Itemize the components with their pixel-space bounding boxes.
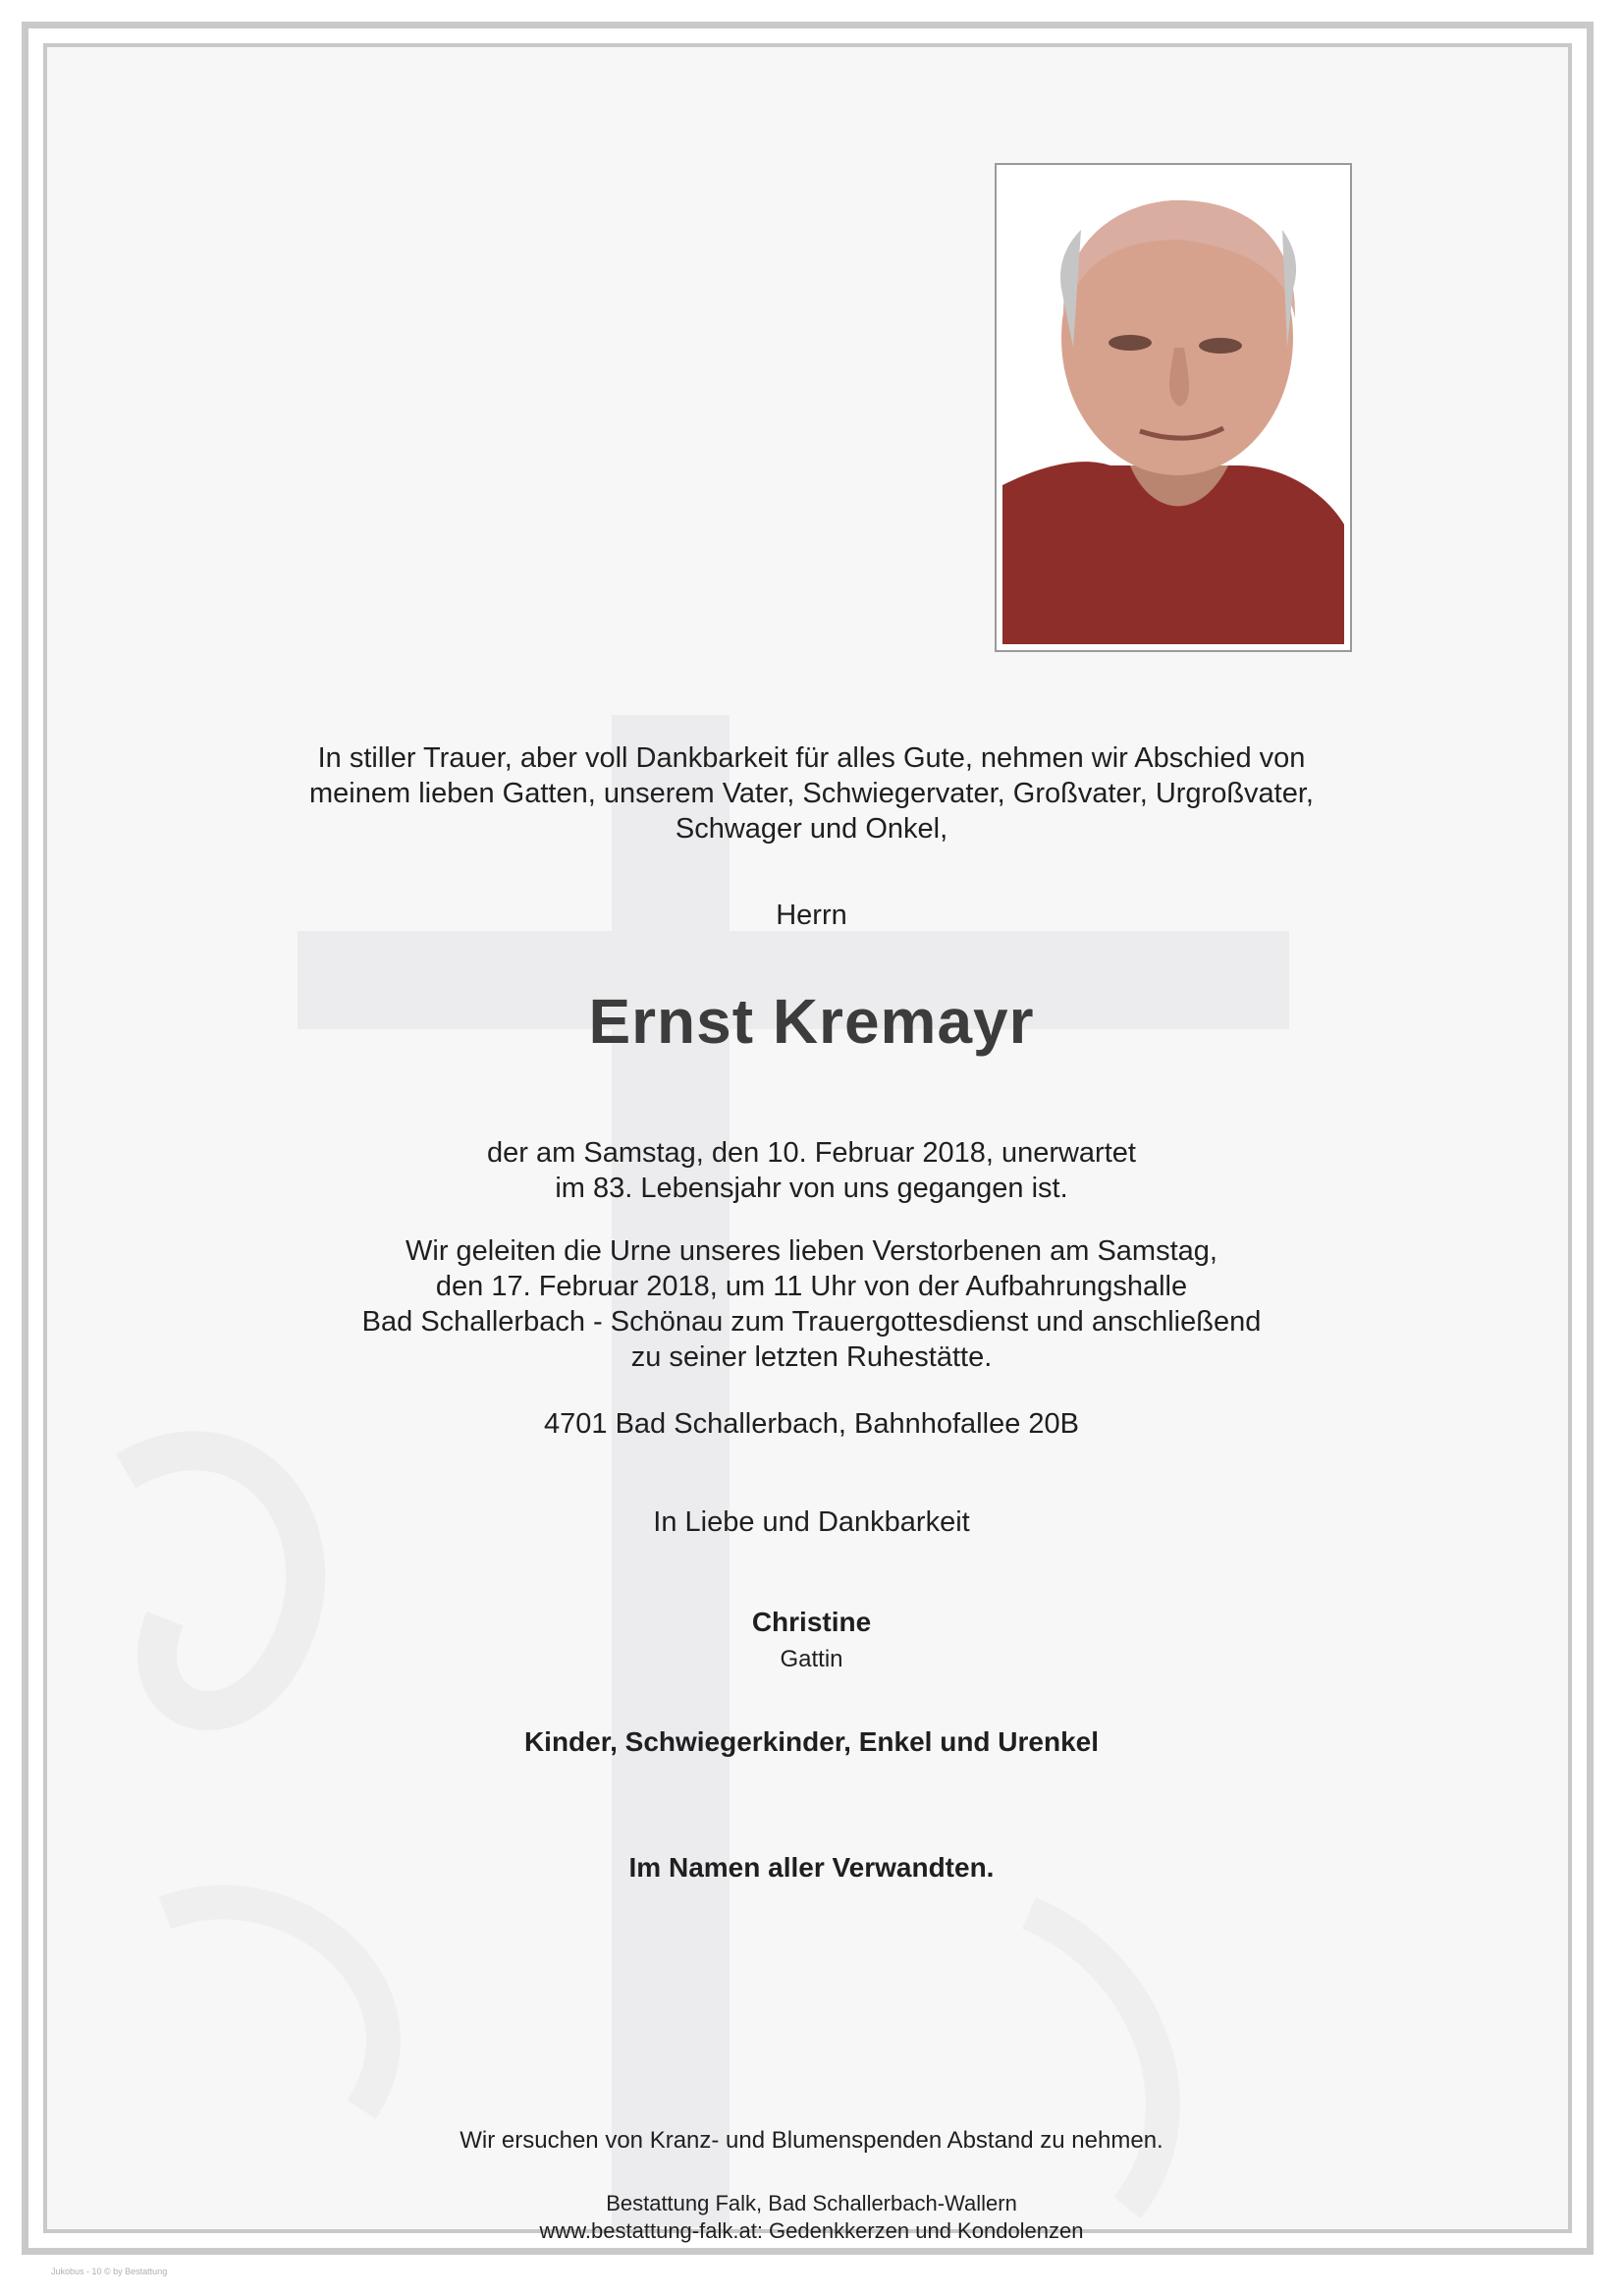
death-line: im 83. Lebensjahr von uns gegangen ist. xyxy=(555,1173,1068,1204)
undertaker-website: www.bestattung-falk.at: Gedenkkerzen und Kondolenzen xyxy=(539,2218,1084,2243)
funeral-line: zu seiner letzten Ruhestätte. xyxy=(630,1341,993,1373)
mourning-address: 4701 Bad Schallerbach, Bahnhofallee 20B xyxy=(544,1408,1079,1440)
deceased-name: Ernst Kremayr xyxy=(588,986,1035,1057)
death-line: der am Samstag, den 10. Februar 2018, unerwartet xyxy=(487,1137,1136,1169)
intro-line: Schwager und Onkel, xyxy=(675,813,948,845)
funeral-details xyxy=(196,1233,1427,1375)
intro-line: In stiller Trauer, aber voll Dankbarkeit für alles Gute, nehmen wir Abschied von xyxy=(317,742,1306,774)
funeral-line: den 17. Februar 2018, um 11 Uhr von der Aufbahrungshalle xyxy=(435,1271,1188,1302)
closing-phrase: In Liebe und Dankbarkeit xyxy=(653,1506,970,1538)
death-notice xyxy=(196,1135,1427,1206)
intro-line: meinem lieben Gatten, unserem Vater, Schwiegervater, Großvater, Urgroßvater, xyxy=(309,778,1314,809)
intro-text xyxy=(196,740,1427,847)
undertaker-info xyxy=(196,2190,1427,2245)
relatives-note: Im Namen aller Verwandten. xyxy=(628,1852,995,1883)
portrait-photo xyxy=(995,163,1352,652)
salutation: Herrn xyxy=(776,900,847,931)
spouse-role: Gattin xyxy=(780,1646,843,1672)
footer-code: Jukobus - 10 © by Bestattung xyxy=(51,2267,168,2276)
funeral-line: Wir geleiten die Urne unseres lieben Verstorbenen am Samstag, xyxy=(406,1235,1217,1267)
funeral-line: Bad Schallerbach - Schönau zum Trauergottesdienst und anschließend xyxy=(361,1306,1262,1338)
donation-request: Wir ersuchen von Kranz- und Blumenspenden Abstand zu nehmen. xyxy=(460,2127,1163,2154)
spouse-name: Christine xyxy=(751,1607,872,1637)
family-members: Kinder, Schwiegerkinder, Enkel und Urenkel xyxy=(523,1726,1100,1757)
undertaker-name: Bestattung Falk, Bad Schallerbach-Wallern xyxy=(606,2191,1017,2215)
